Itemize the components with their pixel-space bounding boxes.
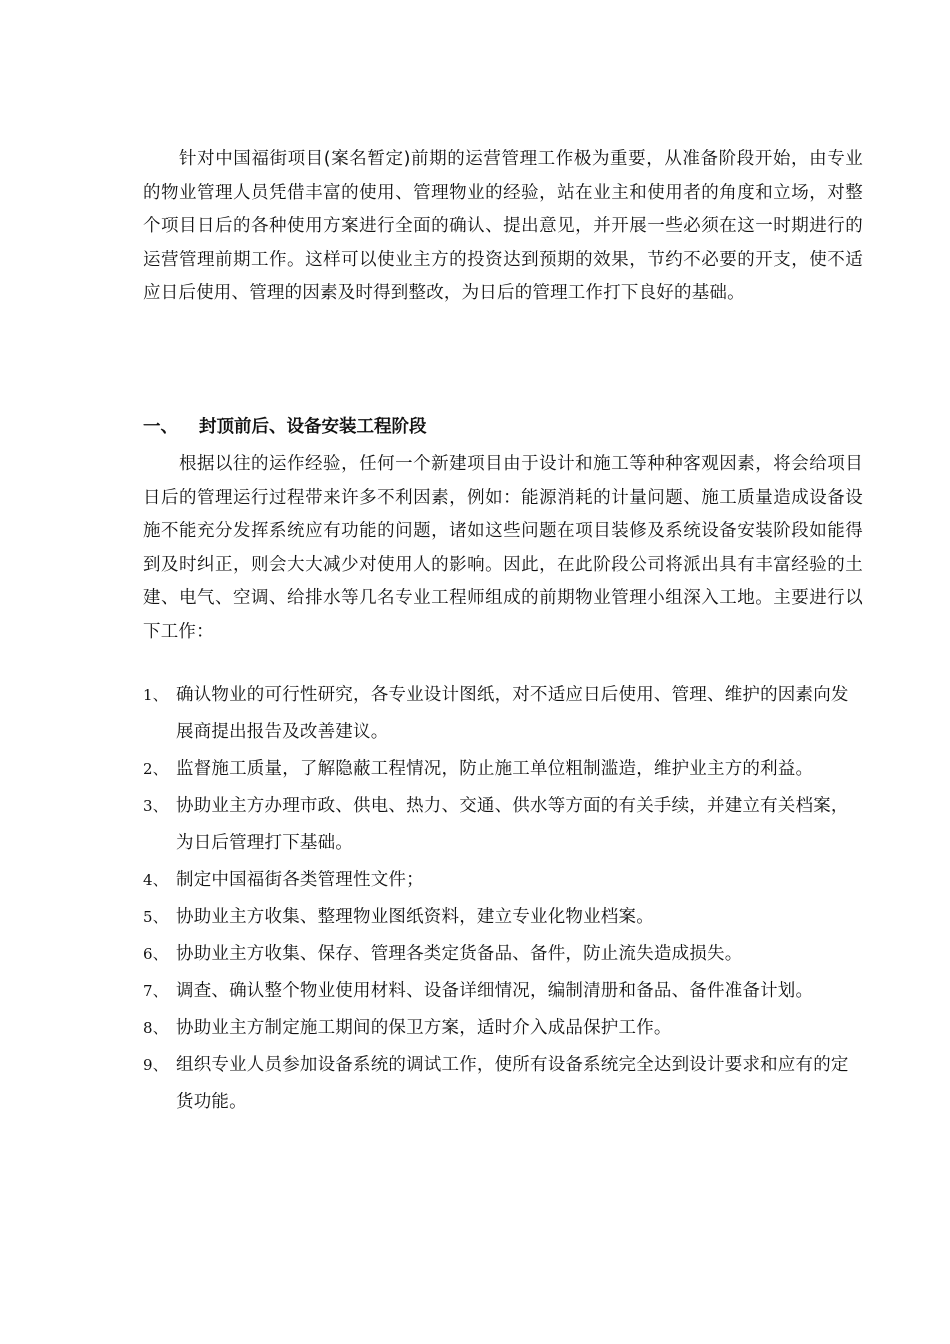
list-item xyxy=(143,677,863,751)
list-item xyxy=(143,751,863,788)
list-item-number: 9、 xyxy=(143,1056,168,1074)
task-list xyxy=(143,677,863,1121)
list-item-text: 协助业主方办理市政、供电、热力、交通、供水等方面的有关手续，并建立有关档案，为日后管理打下基础。 xyxy=(176,796,849,853)
list-item xyxy=(143,899,863,936)
list-item xyxy=(143,788,863,862)
list-item-text: 制定中国福街各类管理性文件； xyxy=(176,870,424,890)
section-body-paragraph: 根据以往的运作经验，任何一个新建项目由于设计和施工等种种客观因素，将会给项目日后的管理运行过程带来许多不利因素，例如：能源消耗的计量问题、施工质量造成设备设施不能充分发挥系统应有功能的问题，诸如这些问题在项目装修及系统设备安装阶段如能得到及时纠正，则会大大减少对使用人的影响。因此，在此阶段公司将派出具有丰富经验的土建、电气、空调、给排水等几名专业工程师组成的前期物业管理小组深入工地。主要进行以下工作： xyxy=(143,454,863,642)
list-item-number: 2、 xyxy=(143,760,168,778)
list-item-number: 8、 xyxy=(143,1019,168,1037)
list-item xyxy=(143,973,863,1010)
list-item-text: 协助业主方收集、保存、管理各类定货备品、备件，防止流失造成损失。 xyxy=(176,944,743,964)
list-item xyxy=(143,1010,863,1047)
section-title: 封顶前后、设备安装工程阶段 xyxy=(199,417,427,437)
list-item-number: 5、 xyxy=(143,908,168,926)
list-item xyxy=(143,1047,863,1121)
list-item-number: 7、 xyxy=(143,982,168,1000)
list-item-text: 协助业主方收集、整理物业图纸资料，建立专业化物业档案。 xyxy=(176,907,654,927)
list-item xyxy=(143,936,863,973)
list-item-text: 监督施工质量，了解隐蔽工程情况，防止施工单位粗制滥造，维护业主方的利益。 xyxy=(176,759,814,779)
list-item-text: 组织专业人员参加设备系统的调试工作，使所有设备系统完全达到设计要求和应有的定货功能。 xyxy=(176,1055,849,1112)
intro-paragraph: 针对中国福街项目(案名暂定)前期的运营管理工作极为重要，从准备阶段开始，由专业的物业管理人员凭借丰富的使用、管理物业的经验，站在业主和使用者的角度和立场，对整个项目日后的各种使用方案进行全面的确认、提出意见，并开展一些必须在这一时期进行的运营管理前期工作。这样可以使业主方的投资达到预期的效果，节约不必要的开支，使不适应日后使用、管理的因素及时得到整改，为日后的管理工作打下良好的基础。 xyxy=(143,149,863,304)
section-number: 一、 xyxy=(143,417,178,437)
list-item xyxy=(143,862,863,899)
list-item-number: 6、 xyxy=(143,945,168,963)
list-item-number: 1、 xyxy=(143,686,168,704)
list-item-text: 确认物业的可行性研究，各专业设计图纸，对不适应日后使用、管理、维护的因素向发展商提出报告及改善建议。 xyxy=(176,685,849,742)
list-item-text: 协助业主方制定施工期间的保卫方案，适时介入成品保护工作。 xyxy=(176,1018,672,1038)
list-item-number: 3、 xyxy=(143,797,168,815)
section-heading xyxy=(143,411,427,445)
list-item-number: 4、 xyxy=(143,871,168,889)
list-item-text: 调查、确认整个物业使用材料、设备详细情况，编制清册和备品、备件准备计划。 xyxy=(176,981,814,1001)
